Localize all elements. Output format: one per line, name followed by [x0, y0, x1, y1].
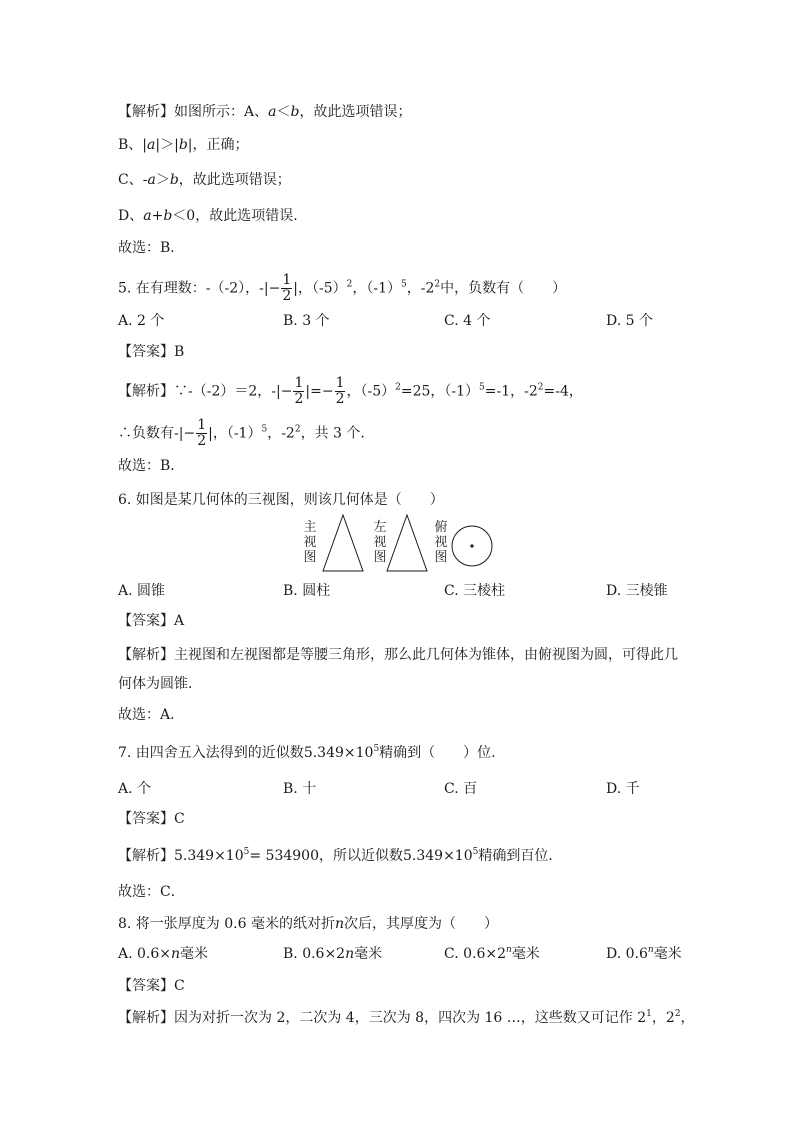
- q5-option-d: D. 5 个: [606, 313, 653, 329]
- conclusion-line: 故选：B．: [118, 240, 185, 256]
- q5-explanation-2: ∴负数有-|− $\frac{1}{2}$ |，$(-1)^5$，$-2^2$，共 3 个.: [118, 417, 365, 449]
- q6-option-b: B. 圆柱: [283, 583, 331, 599]
- analysis-line-4: D、a+b＜0，故此选项错误.: [118, 208, 298, 224]
- q8-explanation: 【解析】因为对折一次为 2，二次为 4，三次为 8，四次为 16 …，这些数又可记作 $2^1$，$2^2$，: [118, 1009, 695, 1026]
- q7-option-c: C. 百: [444, 781, 478, 797]
- q6-conclusion: 故选：A．: [118, 707, 185, 723]
- q5-option-c: C. 4 个: [444, 313, 491, 329]
- q6-answer: 【答案】A: [118, 613, 185, 629]
- q6-explanation-1: 【解析】主视图和左视图都是等腰三角形，那么此几何体为锥体，由俯视图为圆，可得此几: [118, 647, 678, 663]
- fraction-half: $\frac{1}{2}$: [282, 272, 292, 304]
- q5-option-a: A. 2 个: [118, 313, 165, 329]
- q7-option-d: D. 千: [606, 781, 640, 797]
- analysis-line-1: 【解析】如图所示：A、a＜b，故此选项错误；: [118, 104, 412, 120]
- q6-option-a: A. 圆锥: [118, 583, 166, 599]
- fraction-half: $\frac{1}{2}$: [335, 375, 345, 407]
- q8-option-b: B. 0.6×2n毫米: [283, 946, 383, 962]
- q7-explanation: 【解析】$5.349\times 10^5= 534900$，所以近似数$5.349\times 10^5$精确到百位．: [118, 847, 563, 864]
- q5-conclusion: 故选：B．: [118, 458, 185, 474]
- q6-stem: 6. 如图是某几何体的三视图，则该几何体是（ ）: [118, 492, 444, 508]
- q6-option-c: C. 三棱柱: [444, 583, 506, 599]
- q6-option-d: D. 三棱锥: [606, 583, 668, 599]
- top-view-label: 俯 视 图: [434, 520, 448, 565]
- q7-option-b: B. 十: [283, 781, 317, 797]
- fraction-half: $\frac{1}{2}$: [294, 375, 304, 407]
- q5-stem: 5. 在有理数：-（-2），-|− $\frac{1}{2}$ |，$(-5)^2$，$(-1)^5$，$-2^2$中，负数有（ ）: [118, 272, 567, 304]
- q8-answer: 【答案】C: [118, 978, 185, 994]
- q8-option-c: C. $0.6\times 2^n$毫米: [444, 945, 540, 962]
- q8-stem: 8. 将一张厚度为 0.6 毫米的纸对折n次后，其厚度为（ ）: [118, 916, 499, 932]
- left-view-triangle: [386, 514, 428, 572]
- q8-option-d: D. 0.6$^n$毫米: [606, 945, 682, 962]
- analysis-line-3: C、-a＞b，故此选项错误；: [118, 172, 291, 188]
- q7-answer: 【答案】C: [118, 811, 185, 827]
- analysis-line-2: B、|a|＞|b|，正确；: [118, 137, 249, 153]
- q5-option-b: B. 3 个: [283, 313, 330, 329]
- left-view-label: 左 视 图: [373, 520, 387, 565]
- front-view-label: 主 视 图: [303, 520, 317, 565]
- front-view-triangle: [322, 514, 364, 572]
- q7-option-a: A. 个: [118, 781, 152, 797]
- top-view-circle: [450, 524, 494, 568]
- q7-conclusion: 故选：C．: [118, 884, 185, 900]
- q5-answer: 【答案】B: [118, 344, 185, 360]
- q8-option-a: A. 0.6×n毫米: [118, 946, 209, 962]
- q5-explanation-1: 【解析】∵-（-2）＝2，-|− $\frac{1}{2}$ |=− $\frac{1}{2}$ ，$(-5)^2=25$，$(-1)^5=-1$，$-2^2=-4$，: [118, 375, 583, 407]
- three-view-figure: [0, 510, 794, 576]
- q6-explanation-2: 何体为圆锥．: [118, 676, 202, 692]
- q7-stem: 7. 由四舍五入法得到的近似数$5.349\times 10^5$精确到（ ）位.: [118, 744, 496, 761]
- fraction-half: $\frac{1}{2}$: [197, 417, 207, 449]
